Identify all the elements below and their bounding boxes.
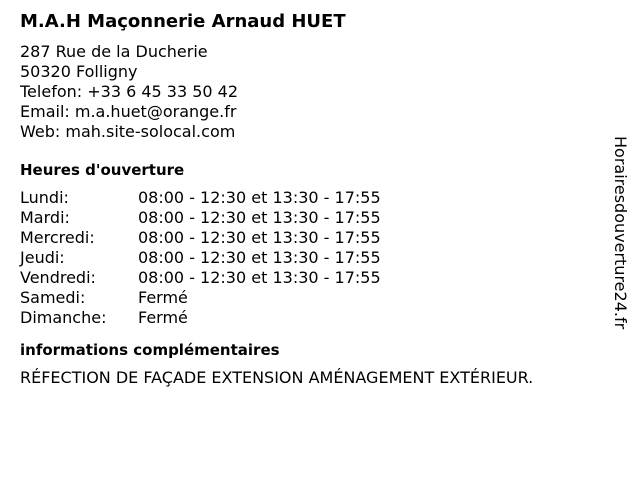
hours-row-thursday bbox=[20, 248, 610, 268]
address-street: 287 Rue de la Ducherie bbox=[20, 42, 208, 61]
hours-row-monday bbox=[20, 188, 610, 208]
business-card bbox=[20, 10, 610, 388]
hours-row-friday bbox=[20, 268, 610, 288]
hours-day: Jeudi: bbox=[20, 248, 65, 267]
hours-day: Mercredi: bbox=[20, 228, 95, 247]
hours-time: 08:00 - 12:30 et 13:30 - 17:55 bbox=[138, 208, 381, 227]
hours-day: Dimanche: bbox=[20, 308, 107, 327]
web-line: Web: mah.site-solocal.com bbox=[20, 122, 236, 141]
hours-row-sunday bbox=[20, 308, 610, 328]
business-name: M.A.H Maçonnerie Arnaud HUET bbox=[20, 11, 346, 32]
hours-time: 08:00 - 12:30 et 13:30 - 17:55 bbox=[138, 228, 381, 247]
hours-day: Mardi: bbox=[20, 208, 70, 227]
hours-row-saturday bbox=[20, 288, 610, 308]
hours-row-tuesday bbox=[20, 208, 610, 228]
hours-time: 08:00 - 12:30 et 13:30 - 17:55 bbox=[138, 268, 381, 287]
info-heading: informations complémentaires bbox=[20, 341, 280, 359]
hours-day: Samedi: bbox=[20, 288, 86, 307]
contact-block bbox=[20, 42, 610, 142]
hours-day: Vendredi: bbox=[20, 268, 96, 287]
hours-heading: Heures d'ouverture bbox=[20, 161, 185, 179]
hours-row-wednesday bbox=[20, 228, 610, 248]
email-line: Email: m.a.huet@orange.fr bbox=[20, 102, 237, 121]
hours-time: Fermé bbox=[138, 308, 188, 327]
address-city: 50320 Folligny bbox=[20, 62, 138, 81]
hours-day: Lundi: bbox=[20, 188, 69, 207]
phone-line: Telefon: +33 6 45 33 50 42 bbox=[20, 82, 239, 101]
site-watermark: Horairesdouverture24.fr bbox=[611, 136, 630, 330]
hours-time: Fermé bbox=[138, 288, 188, 307]
hours-time: 08:00 - 12:30 et 13:30 - 17:55 bbox=[138, 188, 381, 207]
hours-time: 08:00 - 12:30 et 13:30 - 17:55 bbox=[138, 248, 381, 267]
hours-table bbox=[20, 188, 610, 328]
info-text: RÉFECTION DE FAÇADE EXTENSION AMÉNAGEMENT EXTÉRIEUR. bbox=[20, 368, 534, 387]
